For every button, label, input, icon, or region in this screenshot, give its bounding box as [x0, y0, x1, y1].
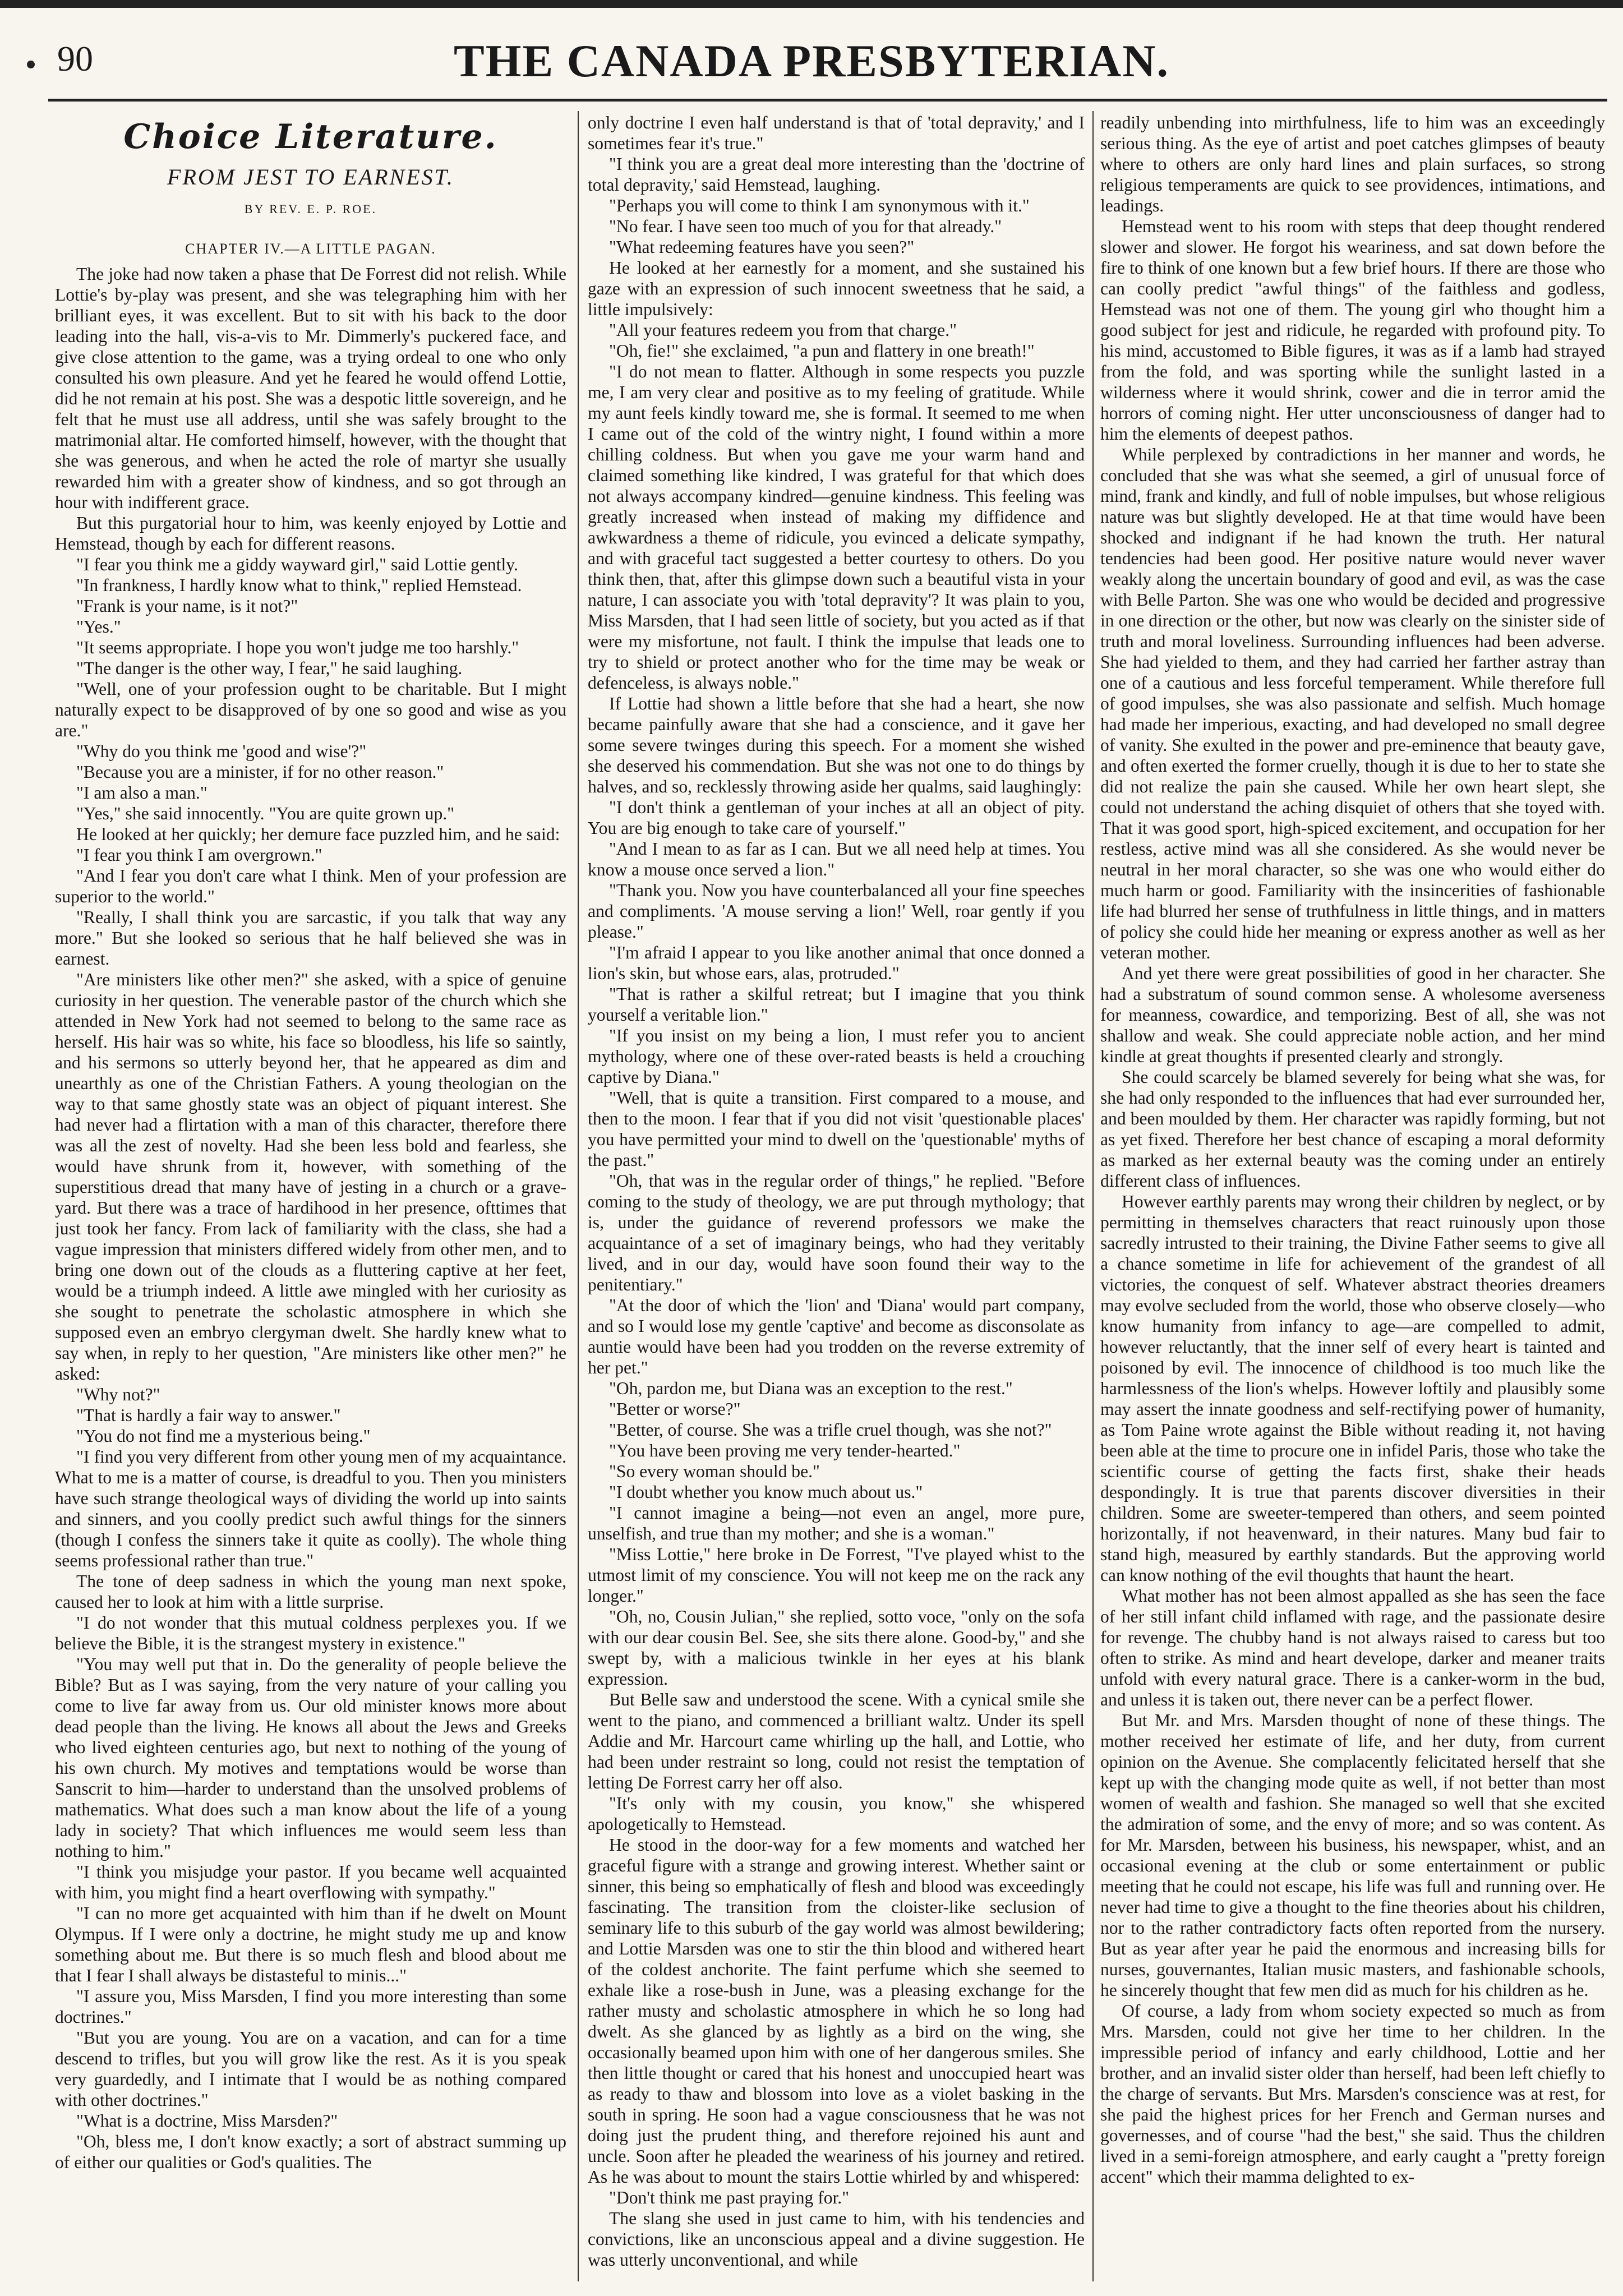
paragraph: If Lottie had shown a little before that she had a heart, she now became painfully aware that she had a conscience, and it gave her some severe twinges during this speech. For a moment she wished she deserved his commendation. But she was not one to do things by halves, and so, recklessly throwing aside her qualms, said laughingly:	[588, 694, 1085, 796]
paragraph: But Belle saw and understood the scene. With a cynical smile she went to the piano, and commenced a brilliant waltz. Under its spell Addie and Mr. Harcourt came whirling up the hall, and Lottie, who had been under restraint so long, could not resist the temptation of letting De Forrest carry her off also.	[588, 1690, 1085, 1792]
page-number: 90	[57, 39, 93, 79]
paragraph: "That is hardly a fair way to answer."	[76, 1405, 341, 1425]
paragraph: "That is rather a skilful retreat; but I imagine that you think yourself a veritable lion."	[588, 984, 1085, 1025]
paragraph: readily unbending into mirthfulness, life to him was an exceedingly serious thing. As the eye of artist and poet catches glimpses of beauty where to others are only hard lines and plain surfaces, so strong religious temperaments are quick to see providences, intimations, and leadings.	[1100, 113, 1605, 215]
column-3	[1100, 112, 1605, 2277]
column-divider-1	[578, 111, 579, 2281]
paragraph: "If you insist on my being a lion, I must refer you to ancient mythology, where one of these over-rated beasts is held a crouching captive by Diana."	[588, 1026, 1085, 1087]
paragraph: "Oh, that was in the regular order of things," he replied. "Before coming to the study of theology, we are put through mythology; that is, under the guidance of reverend professors we make the acquaintance of a set of imaginary beings, who had they veritably lived, and in our day, would have soon found their way to the penitentiary."	[588, 1171, 1085, 1294]
paragraph: Of course, a lady from whom society expected so much as from Mrs. Marsden, could not give her time to her children. In the impressible period of infancy and early childhood, Lottie and her brother, and an invalid sister older than herself, had been left chiefly to the charge of servants. But Mrs. Marsden's conscience was at rest, for she paid the highest prices for her French and German nurses and governesses, and of course "had the best," she said. Thus the children lived in a semi-foreign atmosphere, and early caught a "pretty foreign accent" which their mamma delighted to ex-	[1100, 2001, 1605, 2187]
paragraph: She could scarcely be blamed severely for being what she was, for she had only responded to the influences that had ever surrounded her, and been moulded by them. Her character was rapidly forming, but not as yet fixed. Therefore her best chance of escaping a moral deformity as marked as her external beauty was the coming under an entirely different class of influences.	[1100, 1067, 1605, 1191]
paragraph: "No fear. I have seen too much of you for that already."	[609, 216, 1002, 236]
paragraph: "Well, that is quite a transition. First compared to a mouse, and then to the moon. I fear that if you did not visit 'questionable places' you have permitted your mind to dwell on the 'questionable' myths of the past."	[588, 1088, 1085, 1170]
paragraph: "At the door of which the 'lion' and 'Diana' would part company, and so I would lose my gentle 'captive' and become as disconsolate as auntie would have been had you trodden on the reverse extremity of her pet."	[588, 1295, 1085, 1377]
paragraph: "So every woman should be."	[609, 1461, 820, 1481]
paragraph: "It seems appropriate. I hope you won't judge me too harshly."	[76, 638, 519, 657]
paragraph: "Oh, no, Cousin Julian," she replied, sotto voce, "only on the sofa with our dear cousin Bel. See, she sits there alone. Good-by," and she swept by, with a malicious twinkle in her eyes at his blank expression.	[588, 1607, 1085, 1689]
paragraph: The joke had now taken a phase that De Forrest did not relish. While Lottie's by-play was present, and she was telegraphing him with her brilliant eyes, it was excellent. But to sit with his back to the door leading into the hall, vis-a-vis to Mr. Dimmerly's puckered face, and give close attention to the game, was a trying ordeal to one who only consulted his own pleasure. And yet he feared he would offend Lottie, did he not remain at his post. She was a despotic little sovereign, and he felt that he must use all address, until she was safely brought to the matrimonial altar. He comforted himself, however, with the thought that she was generous, and when he acted the role of martyr she usually rewarded him with a greater show of kindness, and so got through an hour with indifferent grace.	[55, 264, 566, 512]
paragraph: "I fear you think me a giddy wayward girl," said Lottie gently.	[76, 555, 518, 574]
paragraph: "Why do you think me 'good and wise'?"	[76, 741, 367, 761]
paragraph: "You may well put that in. Do the generality of people believe the Bible? But as I was saying, from the very nature of your calling you come to live far away from us. Our old minister knows more about dead people than the living. He knows all about the Jews and Greeks who lived eighteen centuries ago, but next to nothing of the young of his own church. My motives and temptations would be worse than Sanscrit to him—harder to understand than the unsolved problems of mathematics. What does such a man know about the life of a young lady in society? That which influences me would seem less than nothing to him."	[55, 1654, 566, 1861]
masthead: THE CANADA PRESBYTERIAN.	[454, 35, 1169, 86]
column-2	[588, 112, 1085, 2277]
paragraph: The tone of deep sadness in which the young man next spoke, caused her to look at him with a little surprise.	[55, 1571, 566, 1612]
paragraph: "Because you are a minister, if for no other reason."	[76, 762, 444, 782]
paragraph: And yet there were great possibilities of good in her character. She had a substratum of sound common sense. A wholesome averseness for meanness, cowardice, and temporizing. Best of all, she was not shallow and weak. She could appreciate noble action, and her mind kindle at great thoughts if presented clearly and strongly.	[1100, 963, 1605, 1066]
paragraph: "Are ministers like other men?" she asked, with a spice of genuine curiosity in her question. The venerable pastor of the church which she attended in New York had not seemed to belong to the same race as herself. His hair was so white, his face so bloodless, his life so saintly, and his sermons so utterly beyond her, that he appeared as dim and unearthly as one of the Christian Fathers. A young theologian on the way to that same ghostly state was an object of piquant interest. She had never had a flirtation with a man of this character, therefore there was all the zest of novelty. Had she been less bold and fearless, she would have shrunk from it, however, with something of the superstitious dread that many have of jesting in a church or a grave-yard. But there was a trace of hardihood in her presence, ofttimes that just took her fancy. From lack of familiarity with the class, she had a vague impression that ministers differed widely from other men, and to bring one down out of the clouds as a fluttering captive at her feet, would be a triumph indeed. A little awe mingled with her curiosity as she sought to penetrate the scholastic atmosphere in which she supposed even an embryo clergyman dwelt. She hardly knew what to say when, in reply to her question, "Are ministers like other men?" he asked:	[55, 970, 566, 1384]
paragraph: "But you are young. You are on a vacation, and can for a time descend to trifles, but you will grow like the rest. As it is you speak very guardedly, and I intimate that I would be as nothing compared with other doctrines."	[55, 2028, 566, 2110]
paragraph: "I think you misjudge your pastor. If you became well acquainted with him, you might find a heart overflowing with sympathy."	[55, 1862, 566, 1902]
paragraph: "I doubt whether you know much about us."	[609, 1482, 923, 1502]
paragraph: "Miss Lottie," here broke in De Forrest, "I've played whist to the utmost limit of my conscience. You will not keep me on the rack any longer."	[588, 1545, 1085, 1606]
paragraph: He stood in the door-way for a few moments and watched her graceful figure with a strange and growing interest. Whether saint or sinner, this being so emphatically of flesh and blood was exceedingly fascinating. The transition from the cloister-like seclusion of seminary life to this suburb of the gay world was almost bewildering; and Lottie Marsden was one to stir the thin blood and withered heart of the coldest anchorite. The faint perfume which she seemed to exhale like a rose-bush in June, was a pleasing exchange for the rather musty and scholastic atmosphere in which he so long had dwelt. As she glanced by as lightly as a bird on the wing, she occasionally beamed upon him with one of her dangerous smiles. She then little thought or cared that his honest and unoccupied heart was as ready to thaw and blossom into love as a violet basking in the south in spring. He soon had a vague consciousness that he was not doing just the prudent thing, and therefore rejoined his aunt and uncle. Soon after he pleaded the weariness of his journey and retired. As he was about to mount the stairs Lottie whirled by and whispered:	[588, 1835, 1085, 2187]
byline: BY REV. E. P. ROE.	[244, 202, 377, 216]
paragraph: Hemstead went to his room with steps that deep thought rendered slower and slower. He forgot his weariness, and sat down before the fire to think of one known but a few brief hours. If there are those who can coolly predict "awful things" of the faithless and godless, Hemstead was not one of them. The young girl who thought him a good subject for jest and ridicule, he regarded with profound pity. To his mind, accustomed to Bible figures, it was as if a lamb had strayed from the fold, and was sporting while the sunlight lasted in a wilderness where it would shrink, cower and die in terror amid the horrors of coming night. Her utter unconsciousness of danger had to him the elements of deepest pathos.	[1100, 216, 1605, 444]
paragraph: "What is a doctrine, Miss Marsden?"	[76, 2111, 338, 2131]
paragraph: "I don't think a gentleman of your inches at all an object of pity. You are big enough to take care of yourself."	[588, 797, 1085, 838]
column-1-body	[55, 264, 566, 2173]
paragraph: "I cannot imagine a being—not even an angel, more pure, unselfish, and true than my mother; and she is a woman."	[588, 1503, 1085, 1543]
column-1	[55, 112, 566, 2277]
paragraph: "I think you are a great deal more interesting than the 'doctrine of total depravity,' said Hemstead, laughing.	[588, 154, 1085, 195]
paragraph: "I fear you think I am overgrown."	[76, 845, 322, 865]
top-rule	[0, 0, 1623, 8]
paragraph: only doctrine I even half understand is that of 'total depravity,' and I sometimes fear it's true."	[588, 113, 1085, 153]
paragraph: While perplexed by contradictions in her manner and words, he concluded that she was what she seemed, a girl of unusual force of mind, frank and kindly, and full of noble impulses, but whose religious nature was but slightly developed. He at that time would have been shocked and indignant if he had known the truth. Her natural tendencies had been good. Her positive nature would never waver weakly along the uncertain boundary of good and evil, as was the case with Belle Parton. She was one who would be decided and progressive in one direction or the other, but now was clearly on the sinister side of truth and moral loveliness. Surrounding influences had been adverse. She had yielded to them, and they had carried her farther astray than one of a cautious and less forceful temperament. While therefore full of good impulses, she was also passionate and selfish. Much homage had made her imperious, exacting, and had developed no small degree of vanity. She exulted in the power and pre-eminence that beauty gave, and often exerted the former cruelly, though it is due to her to state she did not realize the pain she caused. While her own heart slept, she could not understand the aching disquiet of others that she toyed with. That it was good sport, high-spiced excitement, and occupation for her restless, active mind was all she considered. As she would never be neutral in her moral character, so she was one who would either do much harm or good. Familiarity with the insincerities of fashionable life had blurred her sense of truthfulness in little things, and in matters of policy she could hide her meaning or express another as well as her veteran mother.	[1100, 445, 1605, 962]
paragraph: He looked at her quickly; her demure face puzzled him, and he said:	[76, 824, 560, 844]
paragraph: "And I mean to as far as I can. But we all need help at times. You know a mouse once served a lion."	[588, 839, 1085, 879]
paragraph: However earthly parents may wrong their children by neglect, or by permitting in themselves characters that react ruinously upon those sacredly intrusted to their training, the Divine Father seems to give all a chance sometime in life for achievement of the grandest of all victories, the conquest of self. Whatever abstract theories dreamers may evolve secluded from the world, those who observe closely—who know humanity from infancy to age—are compelled to admit, however reluctantly, that the inner self of every heart is tainted and poisoned by evil. The innocence of childhood is too much like the harmlessness of the lion's whelps. However loftily and plausibly some may assert the innate goodness and self-rectifying power of humanity, as Tom Paine wrote against the Bible without reading it, not having been able at the time to procure one in infidel Paris, those who take the scientific course of getting the facts first, shake their heads despondingly. It is true that parents discover diversities in their children. Some are sweeter-tempered than others, and seem pointed horizontally, if not heavenward, in their natures. Many bud fair to stand high, measured by earthly standards. But the approving world can know nothing of the evil thoughts that haunt the heart.	[1100, 1192, 1605, 1585]
chapter-heading: CHAPTER IV.—A LITTLE PAGAN.	[185, 241, 436, 257]
paragraph: "I am also a man."	[76, 783, 208, 803]
paragraph: "Oh, bless me, I don't know exactly; a sort of abstract summing up of either our qualities or God's qualities. The	[55, 2132, 566, 2172]
paragraph: "I do not wonder that this mutual coldness perplexes you. If we believe the Bible, it is the strangest mystery in existence."	[55, 1613, 566, 1653]
paragraph: "Oh, fie!" she exclaimed, "a pun and flattery in one breath!"	[609, 341, 1035, 361]
paragraph: "I'm afraid I appear to you like another animal that once donned a lion's skin, but whose ears, alas, protruded."	[588, 943, 1085, 983]
paragraph: He looked at her earnestly for a moment, and she sustained his gaze with an expression of such innocent sweetness that he said, a little impulsively:	[588, 258, 1085, 319]
column-2-body	[588, 112, 1085, 2270]
column-divider-2	[1092, 111, 1094, 2281]
paragraph: But Mr. and Mrs. Marsden thought of none of these things. The mother received her estimate of life, and her duty, from current opinion on the Avenue. She complacently felicitated herself that she kept up with the changing mode quite as well, if not better than most women of wealth and fashion. She managed so well that she excited the admiration of some, and the envy of more; and so was content. As for Mr. Marsden, between his business, his newspaper, whist, and an occasional evening at the club or some entertainment or public meeting that he could not escape, his life was full and running over. He never had time to give a thought to the fine theories about his children, nor to the rather contradictory facts often reported from the nursery. But as year after year he paid the enormous and increasing bills for nurses, gouvernantes, Italian music masters, and fashionable schools, he sincerely thought that few men did as much for his children as he.	[1100, 1711, 1605, 2000]
paragraph: "Yes," she said innocently. "You are quite grown up."	[76, 804, 455, 823]
paragraph: "I find you very different from other young men of my acquaintance. What to me is a matter of course, is dreadful to you. Then you ministers have such strange theological ways of dividing the world up into saints and sinners, and you coolly predict such awful things for the sinners (though I confess the sinners take it quite as coolly). The whole thing seems professional rather than true."	[55, 1447, 566, 1570]
paragraph: "Why not?"	[76, 1385, 160, 1404]
header-rule	[48, 99, 1607, 102]
paragraph: "In frankness, I hardly know what to think," replied Hemstead.	[76, 575, 522, 595]
paragraph: "The danger is the other way, I fear," he said laughing.	[76, 658, 463, 678]
paragraph: "Better, of course. She was a trifle cruel though, was she not?"	[609, 1420, 1052, 1440]
paragraph: "I assure you, Miss Marsden, I find you more interesting than some doctrines."	[55, 1986, 566, 2027]
paragraph: What mother has not been almost appalled as she has seen the face of her still infant child inflamed with rage, and the passionate desire for revenge. The chubby hand is not always raised to caress but too often to strike. As mind and heart develope, darker and meaner traits unfold with every natural grace. There is a canker-worm in the bud, and unless it is taken out, there never can be a perfect flower.	[1100, 1586, 1605, 1709]
paragraph: "And I fear you don't care what I think. Men of your profession are superior to the world."	[55, 866, 566, 906]
paragraph: "Oh, pardon me, but Diana was an exception to the rest."	[609, 1378, 1013, 1398]
paragraph: "What redeeming features have you seen?"	[609, 237, 915, 257]
paragraph: But this purgatorial hour to him, was keenly enjoyed by Lottie and Hemstead, though by each for different reasons.	[55, 513, 566, 554]
column-3-body	[1100, 112, 1605, 2187]
paragraph: "I do not mean to flatter. Although in some respects you puzzle me, I am very clear and positive as to my feeling of gratitude. While my aunt feels kindly toward me, she is formal. It seemed to me when I came out of the cold of the wintry night, I found within a more chilling coldness. But when you gave me your warm hand and claimed something like kindred, I was grateful for that which does not always accompany kindred—genuine kindness. This feeling was greatly increased when instead of making my diffidence and awkwardness a theme of ridicule, you evinced a delicate sympathy, and with graceful tact suggested a better courtesy to others. Do you think then, that, after this glimpse down such a beautiful vista in your nature, I can associate you with 'total depravity'? It was plain to you, Miss Marsden, that I had seen little of society, but you acted as if that were my misfortune, not fault. I think the impulse that leads one to try to shield or protect another who for the time may be weak or defenceless, is always noble."	[588, 362, 1085, 693]
paragraph: "All your features redeem you from that charge."	[609, 320, 957, 340]
paragraph: "It's only with my cousin, you know," she whispered apologetically to Hemstead.	[588, 1794, 1085, 1834]
paragraph: "Better or worse?"	[609, 1399, 741, 1419]
paragraph: "Yes."	[76, 617, 121, 637]
paragraph: "Thank you. Now you have counterbalanced all your fine speeches and compliments. 'A mouse serving a lion!' Well, roar gently if you please."	[588, 880, 1085, 942]
section-title: Choice Literature.	[123, 117, 498, 156]
paragraph: "Really, I shall think you are sarcastic, if you talk that way any more." But she looked so serious that he half believed she was in earnest.	[55, 907, 566, 969]
paragraph: "I can no more get acquainted with him than if he dwelt on Mount Olympus. If I were only a doctrine, he might study me up and know something about me. But there is so much flesh and blood about me that I fear I shall always be distasteful to minis..."	[55, 1903, 566, 1985]
paragraph: "You do not find me a mysterious being."	[76, 1426, 371, 1446]
story-title: FROM JEST TO EARNEST.	[167, 164, 454, 190]
paragraph: "Don't think me past praying for."	[609, 2188, 850, 2207]
paragraph: The slang she used in just came to him, with his tendencies and convictions, like an unconscious appeal and a divine suggestion. He was utterly unconventional, and while	[588, 2209, 1085, 2270]
paragraph: "Well, one of your profession ought to be charitable. But I might naturally expect to be disapproved of by one so good and wise as you are."	[55, 679, 566, 740]
paragraph: "Frank is your name, is it not?"	[76, 596, 298, 616]
paragraph: "Perhaps you will come to think I am synonymous with it."	[609, 196, 1030, 215]
paragraph: "You have been proving me very tender-hearted."	[609, 1441, 961, 1460]
